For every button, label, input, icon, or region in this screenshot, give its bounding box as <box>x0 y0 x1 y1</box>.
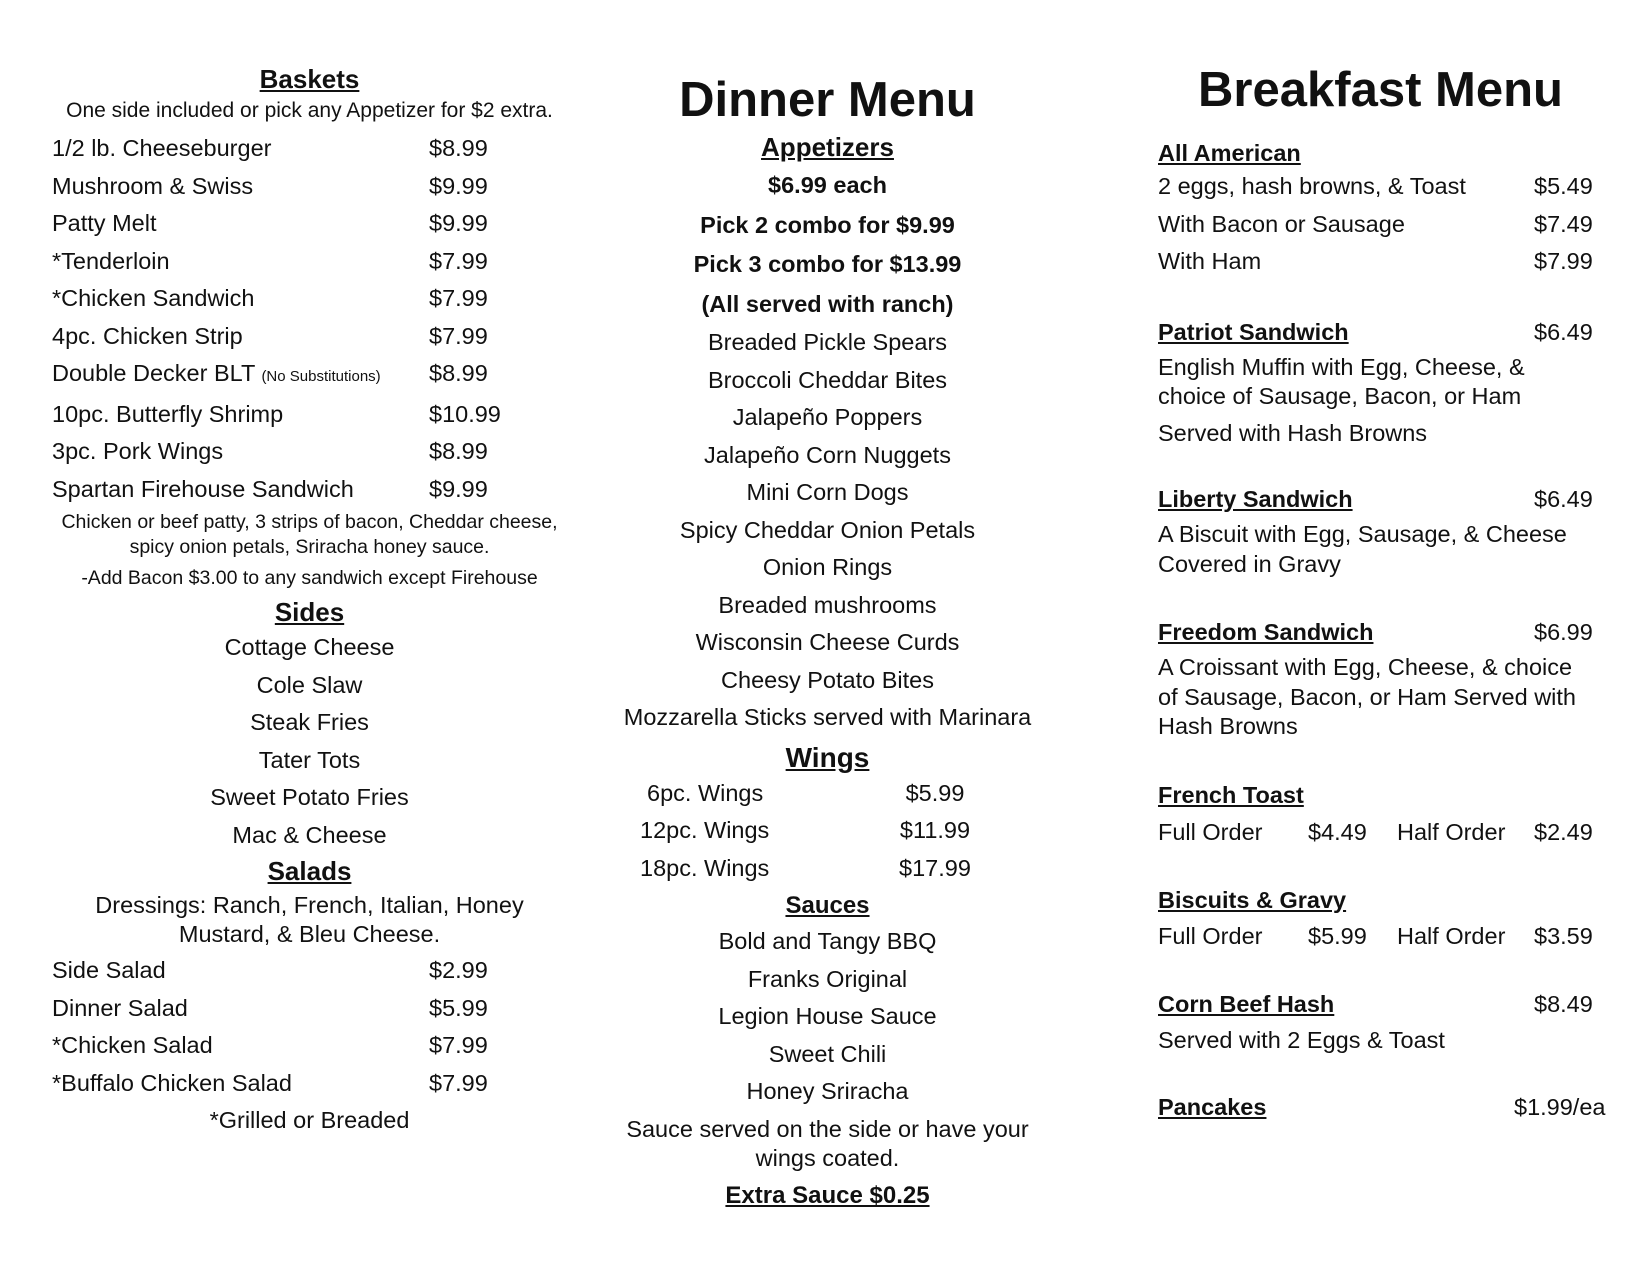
corn-beef-description: Served with 2 Eggs & Toast <box>1158 1026 1445 1053</box>
list-item: Tater Tots <box>258 746 361 773</box>
liberty-description: A Biscuit with Egg, Sausage, & Cheese Covered in Gravy <box>1158 521 1567 577</box>
salads-title: Salads <box>267 856 352 886</box>
list-item: Cheesy Potato Bites <box>721 666 934 693</box>
sides-list <box>52 629 567 854</box>
list-item: Bold and Tangy BBQ <box>718 928 937 954</box>
menu-item: 1/2 lb. Cheeseburger $8.99 <box>52 135 488 161</box>
liberty-heading: Liberty Sandwich $6.49 <box>1158 486 1593 512</box>
list-item: Breaded Pickle Spears <box>707 329 948 355</box>
menu-item: Dinner Salad $5.99 <box>52 994 488 1021</box>
baskets-list <box>52 130 567 508</box>
wings-title: Wings <box>785 741 870 773</box>
list-item: Franks Original <box>747 965 908 992</box>
menu-item: *Tenderloin $7.99 <box>52 247 488 274</box>
list-item: Legion House Sauce <box>718 1003 937 1029</box>
sauce-note: Sauce served on the side or have your wings coated. <box>626 1115 1029 1171</box>
list-item: Broccoli Cheddar Bites <box>707 366 948 393</box>
promo-line: Pick 3 combo for $13.99 <box>693 251 962 277</box>
menu-item: Patty Melt $9.99 <box>52 210 488 236</box>
list-item: Onion Rings <box>762 554 893 580</box>
appetizers-list <box>600 324 1055 737</box>
list-item: Cottage Cheese <box>224 634 395 660</box>
menu-item: *Chicken Salad $7.99 <box>52 1032 488 1058</box>
dinner-title: Dinner Menu <box>679 73 976 127</box>
all-american-heading: All American <box>1158 140 1301 166</box>
breakfast-title: Breakfast Menu <box>1198 63 1563 117</box>
list-item: Honey Sriracha <box>746 1078 909 1104</box>
patriot-served: Served with Hash Browns <box>1158 419 1428 446</box>
list-item: Jalapeño Corn Nuggets <box>704 441 951 468</box>
menu-item: 18pc. Wings $17.99 <box>640 854 971 881</box>
list-item: Breaded mushrooms <box>718 591 937 618</box>
list-item: Jalapeño Poppers <box>732 404 923 430</box>
french-toast-heading: French Toast <box>1158 781 1304 808</box>
list-item: Sweet Potato Fries <box>210 784 409 810</box>
menu-item: With Bacon or Sausage $7.49 <box>1158 210 1593 237</box>
dinner-column <box>600 0 1055 1213</box>
menu-item: 4pc. Chicken Strip $7.99 <box>52 322 488 349</box>
promo-line: Pick 2 combo for $9.99 <box>700 211 955 238</box>
firehouse-description: Chicken or beef patty, 3 strips of bacon, Cheddar cheese, spicy onion petals, Sriracha honey sauce. <box>61 511 558 558</box>
promo-line: $6.99 each <box>768 172 887 198</box>
menu-item: Side Salad $2.99 <box>52 957 488 983</box>
list-item: Mozzarella Sticks served with Marinara <box>623 704 1032 730</box>
appetizers-title: Appetizers <box>761 132 894 162</box>
freedom-heading: Freedom Sandwich $6.99 <box>1158 619 1593 645</box>
menu-item: Double Decker BLT (No Substitutions) $8.99 <box>52 360 488 386</box>
biscuits-heading: Biscuits & Gravy <box>1158 886 1347 913</box>
menu-item: With Ham $7.99 <box>1158 248 1593 274</box>
menu-item: Spartan Firehouse Sandwich $9.99 <box>52 475 488 502</box>
list-item: Mac & Cheese <box>232 821 387 848</box>
menu-item: *Chicken Sandwich $7.99 <box>52 285 488 311</box>
corn-beef-heading: Corn Beef Hash $8.49 <box>1158 990 1593 1017</box>
biscuits-prices: Full Order $5.99 Half Order $3.59 <box>1158 922 1593 949</box>
breakfast-column <box>1158 0 1618 1122</box>
substitution-note: (No Substitutions) <box>261 368 381 385</box>
menu-item: 2 eggs, hash browns, & Toast $5.49 <box>1158 173 1593 199</box>
list-item: Sweet Chili <box>768 1040 887 1067</box>
sauces-list <box>600 923 1055 1111</box>
patriot-description: English Muffin with Egg, Cheese, & choice of Sausage, Bacon, or Ham <box>1158 353 1525 409</box>
menu-item: *Buffalo Chicken Salad $7.99 <box>52 1069 488 1096</box>
promo-line: (All served with ranch) <box>701 290 954 317</box>
list-item: Mini Corn Dogs <box>746 479 909 505</box>
menu-item: 6pc. Wings $5.99 <box>647 779 965 806</box>
bacon-note: -Add Bacon $3.00 to any sandwich except Firehouse <box>81 567 538 589</box>
menu-item: 12pc. Wings $11.99 <box>640 817 971 843</box>
patriot-heading: Patriot Sandwich $6.49 <box>1158 318 1593 345</box>
french-toast-prices: Full Order $4.49 Half Order $2.49 <box>1158 818 1593 845</box>
menu-item: 10pc. Butterfly Shrimp $10.99 <box>52 400 501 427</box>
grilled-footnote: *Grilled or Breaded <box>209 1107 410 1133</box>
list-item: Spicy Cheddar Onion Petals <box>679 516 976 543</box>
all-american-list <box>1158 168 1618 281</box>
menu-item: Mushroom & Swiss $9.99 <box>52 172 488 199</box>
baskets-note: One side included or pick any Appetizer for $2 extra. <box>66 99 553 122</box>
baskets-title: Baskets <box>259 64 360 94</box>
menu-item: 3pc. Pork Wings $8.99 <box>52 438 488 464</box>
extra-sauce: Extra Sauce $0.25 <box>725 1181 930 1209</box>
list-item: Cole Slaw <box>256 671 363 698</box>
pancakes-heading: Pancakes $1.99/ea <box>1158 1094 1606 1120</box>
sides-title: Sides <box>274 597 345 627</box>
list-item: Wisconsin Cheese Curds <box>695 629 960 655</box>
salads-list <box>52 952 567 1102</box>
baskets-column <box>52 0 567 1140</box>
list-item: Steak Fries <box>250 709 369 735</box>
sauces-title: Sauces <box>785 892 870 919</box>
freedom-description: A Croissant with Egg, Cheese, & choice of Sausage, Bacon, or Ham Served with Hash Browns <box>1158 654 1576 739</box>
dressings-note: Dressings: Ranch, French, Italian, Honey Mustard, & Bleu Cheese. <box>95 892 524 947</box>
wings-list <box>600 775 1055 888</box>
appetizer-promos <box>600 166 1055 324</box>
